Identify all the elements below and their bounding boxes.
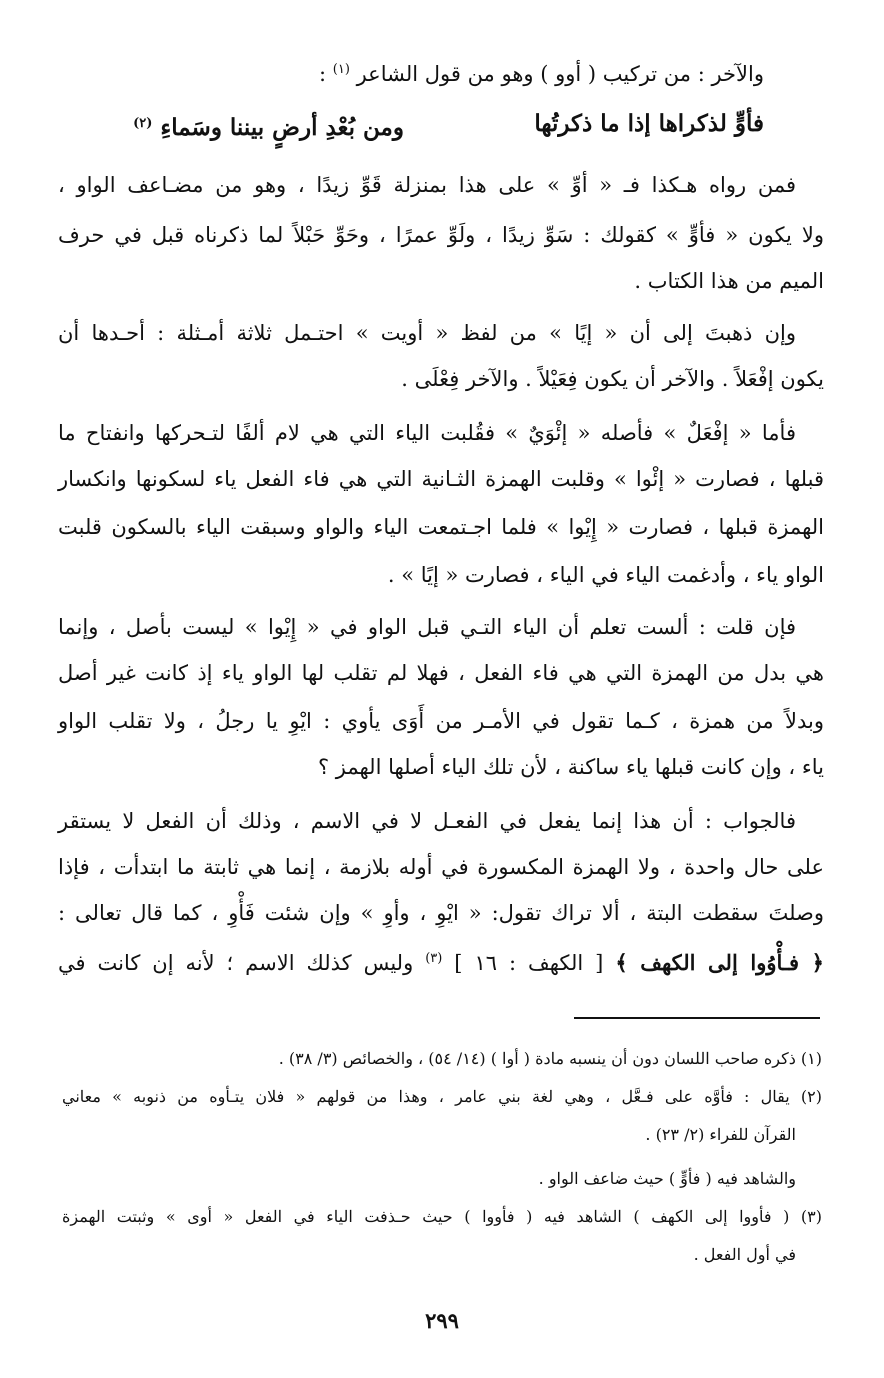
body-line: يكون إفْعَلاً . والآخر أن يكون فِعَيْلاً . والآخر فِعْلَى . [401,367,824,391]
body-line: على حال واحدة ، ولا الهمزة المكسورة في أوله بلازمة ، إنما هي ثابتة ما ابتدأت ، فإذا [58,855,824,879]
quran-verse: ﴿ فـأْوُوا إلى الكهف ﴾ [615,950,824,975]
body-line: ياء ، وإن كانت قبلها ياء ساكنة ، لأن تلك الياء أصلها الهمز ؟ [317,755,824,779]
body-line: وصلتَ سقطت البتة ، ألا تراك تقول: « ايْوِ ، وأوِ » وإن شئت فَأْوِ ، كما قال تعالى : [58,901,824,925]
verse-hemistich-second [133,107,404,145]
footnote-ref-1[interactable]: (١) [332,62,350,77]
footnote-ref-2[interactable]: (٢) [133,116,153,131]
footnote-2-continued: القرآن للفراء (٢/ ٢٣) . [645,1125,796,1144]
footnote-2: (٢) يقال : فأوَّه على فـعَّل ، وهي لغة بني عامر ، وهذا من قولهم « فلان يتـأوه من ذنوبه » معاني [62,1087,822,1106]
body-line: وإن ذهبتَ إلى أن « إيًا » من لفظ « أويت » احتـمل ثلاثة أمـثلة : أحـدها أن [58,321,796,345]
footnote-separator [574,1017,820,1019]
body-line: الميم من هذا الكتاب . [634,269,824,293]
hemistich-2-text: ومن بُعْدِ أرضٍ بيننا وسَماءِ [160,114,404,141]
footnote-1: (١) ذكره صاحب اللسان دون أن ينسبه مادة ( أوا ) (١٤/ ٥٤) ، والخصائص (٣/ ٣٨) . [278,1049,822,1068]
footnote-2-note: والشاهد فيه ( فأوٍّ ) حيث ضاعف الواو . [538,1169,796,1188]
quran-line [58,944,824,978]
intro-colon: : [319,62,327,86]
body-line: الواو ياء ، وأدغمت الياء في الياء ، فصارت « إيًا » . [387,563,824,587]
body-line: وبدلاً من همزة ، كـما تقول في الأمـر من أَوَى يأوي : ايْوِ يا رجلُ ، ولا تقلب الواو [58,709,824,733]
quran-reference: [ الكهف : ١٦ ] [454,951,604,975]
body-line: ولا يكون « فأوٍّ » كقولك : سَوِّ زيدًا ، ولَوِّ عمرًا ، وحَوِّ حَبْلاً لما ذكرناه قبل في حرف [58,223,824,247]
hemistich-1-text: فأوٍّ لذكراها إذا ما ذكرتُها [534,110,764,137]
footnote-ref-3[interactable]: (٣) [425,951,443,966]
body-line: فالجواب : أن هذا إنما يفعل في الفعـل لا في الاسم ، وذلك أن الفعل لا يستقر [58,809,796,833]
page-number: ٢٩٩ [425,1308,459,1333]
body-line: فأما « إفْعَلٌ » فأصله « إئْوَيٌ » فقُلبت الياء التي هي لام ألفًا لتـحركها وانفتاح ما [58,421,796,445]
intro-text: والآخر : من تركيب ( أوو ) وهو من قول الشاعر [356,62,764,86]
footnote-3: (٣) ( فأووا إلى الكهف ) الشاهد فيه ( فأووا ) حيث حـذفت الياء في الفعل « أوى » وثبتت الهمزة [62,1207,822,1226]
body-line: فإن قلت : ألست تعلم أن الياء التـي قبل الواو في « إِيْوا » ليست بأصل ، وإنما [58,615,796,639]
body-line: الهمزة قبلها ، فصارت « إِيْوا » فلما اجـتمعت الياء والواو وسبقت الياء بالسكون قلبت [58,515,824,539]
intro-line [319,55,764,89]
body-line: هي بدل من الهمزة التي هي فاء الفعل ، فهلا لم تقلب لها الواو ياء إذ كانت غير أصل [58,661,824,685]
body-line: قبلها ، فصارت « إئْوا » وقلبت الهمزة الثـانية التي هي فاء الفعل ياء لسكونها وانكسار [58,467,824,491]
quran-line-rest: وليس كذلك الاسم ؛ لأنه إن كانت في [58,951,414,975]
footnote-3-continued: في أول الفعل . [693,1245,796,1264]
verse-hemistich-first [534,107,764,141]
body-line: فمن رواه هـكذا فـ « أوِّ » على هذا بمنزلة قَوِّ زيدًا ، وهو من مضـاعف الواو ، [58,173,796,197]
